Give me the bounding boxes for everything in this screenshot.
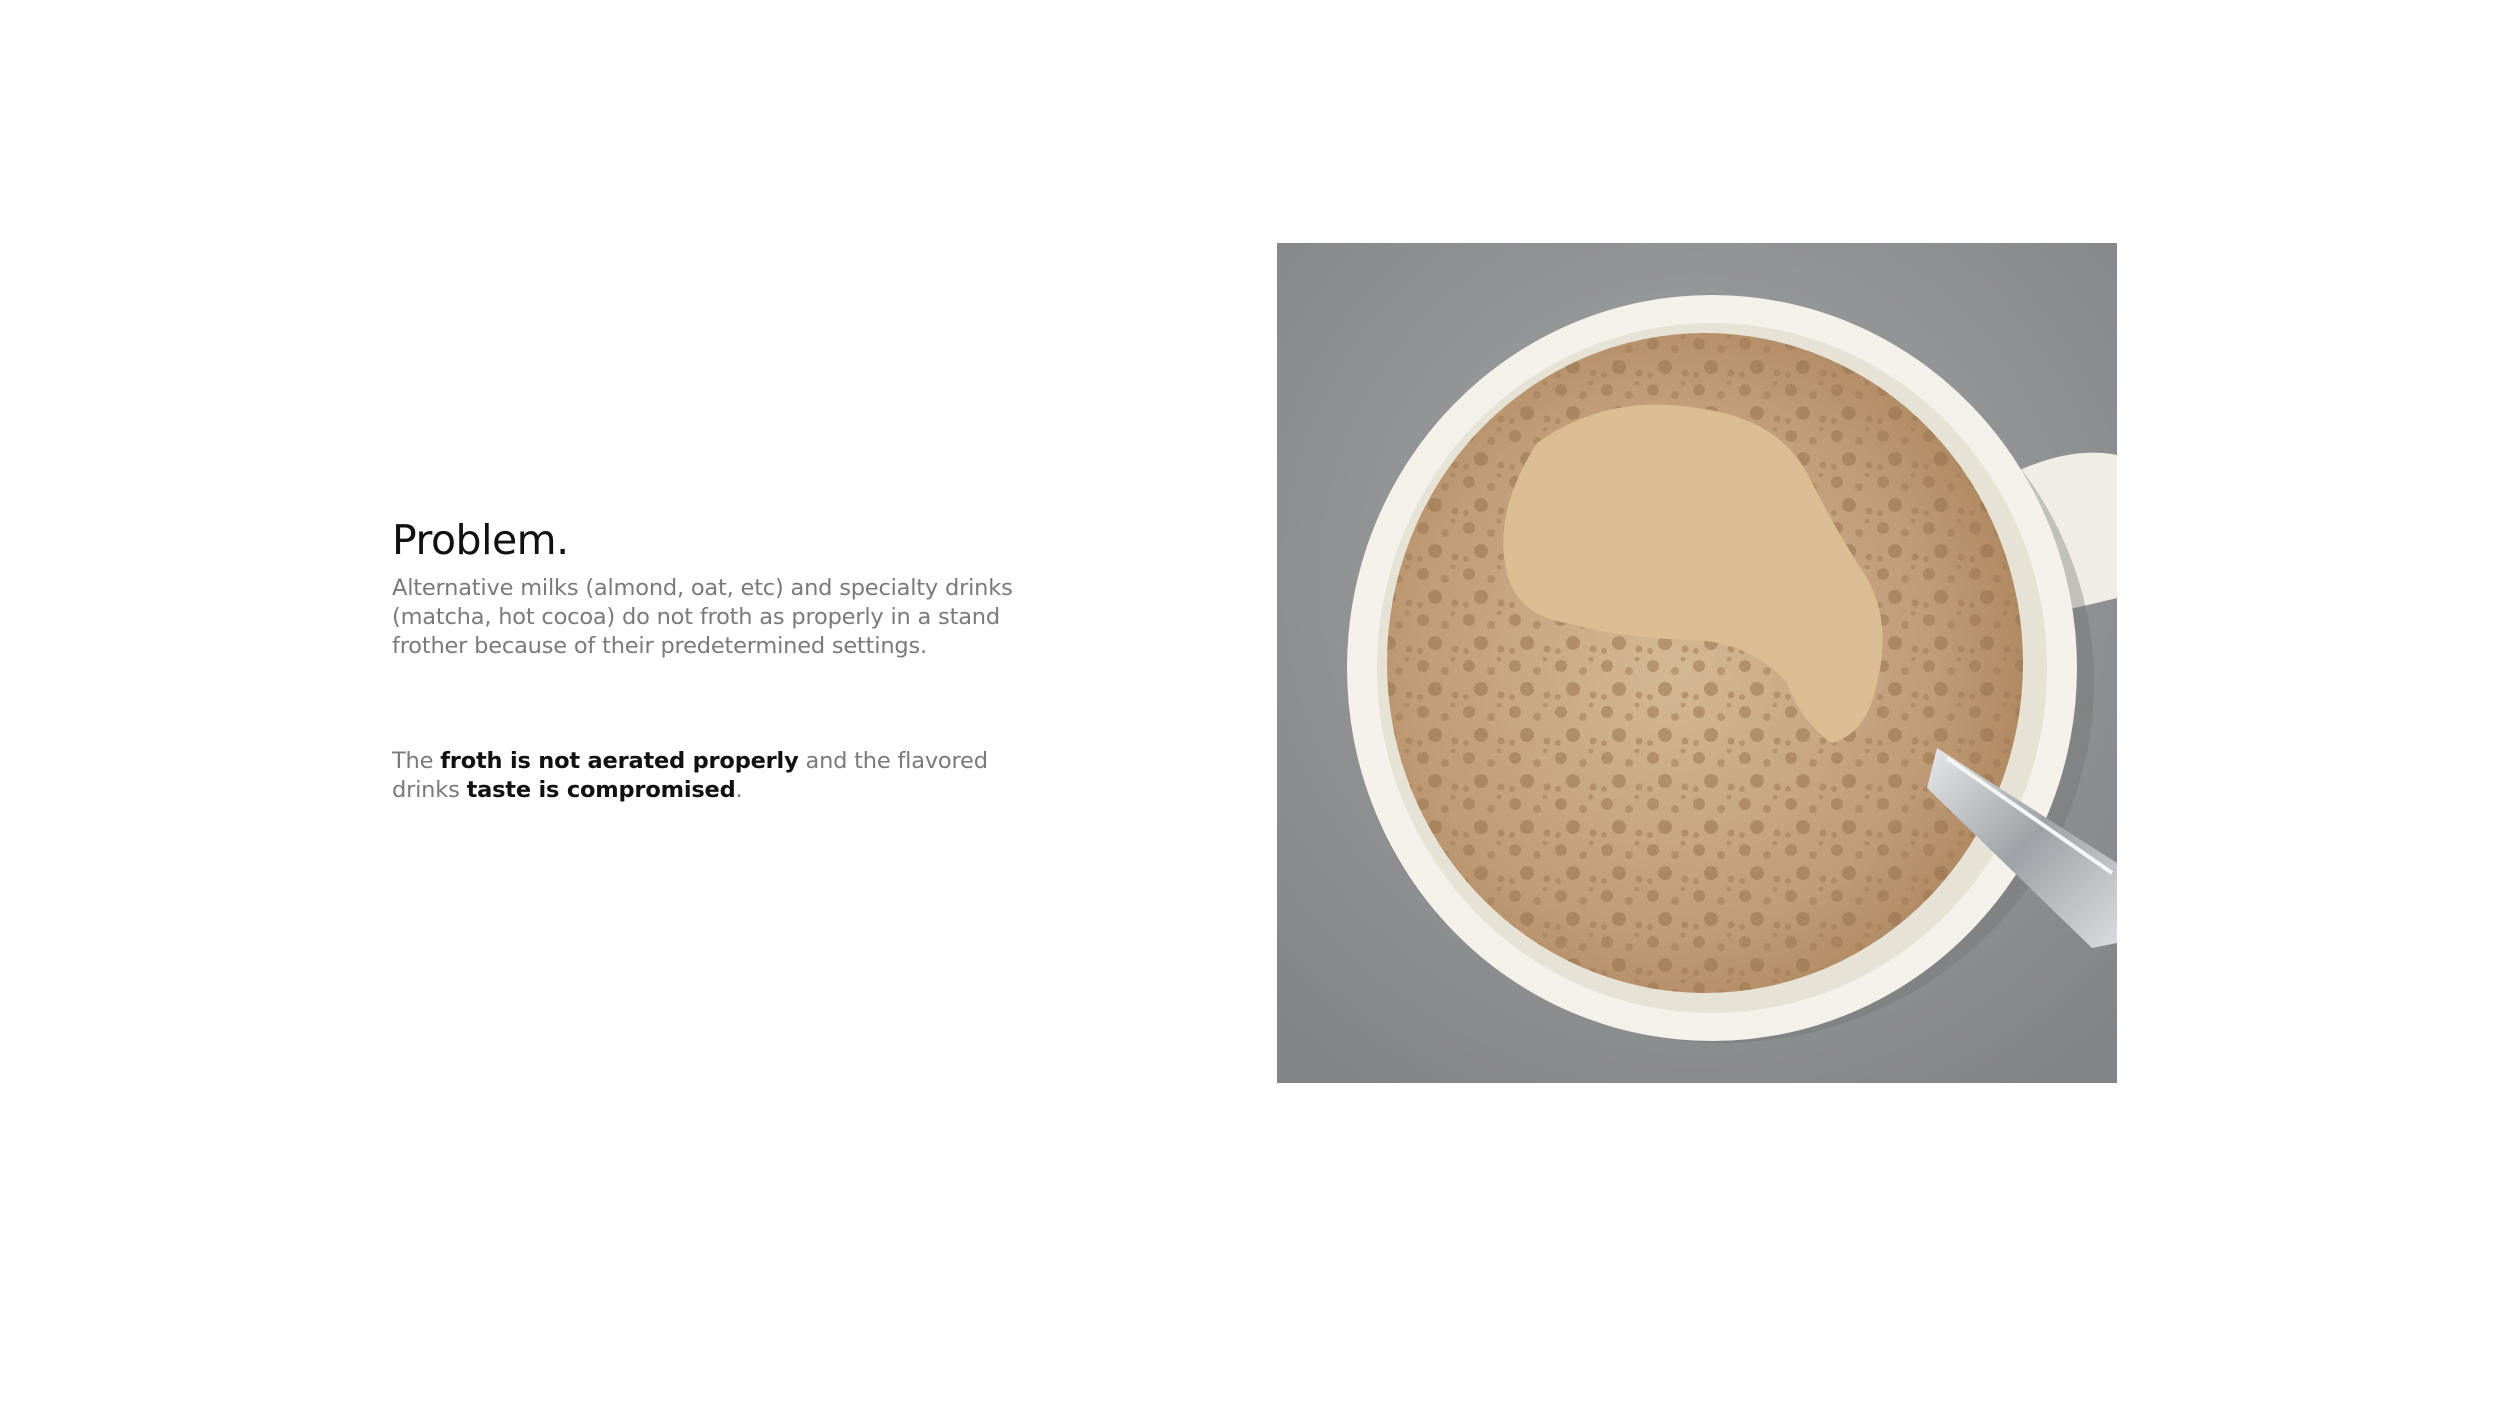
- problem-summary: [392, 747, 1052, 805]
- text-column: [392, 512, 1052, 805]
- coffee-cup-illustration: [1277, 243, 2117, 1083]
- problem-description: Alternative milks (almond, oat, etc) and specialty drinks (matcha, hot cocoa) do not froth as properly in a stand frother because of their predetermined settings.: [392, 575, 1013, 659]
- coffee-cup-photo: [1277, 243, 2117, 1083]
- summary-text-3: .: [735, 777, 743, 803]
- summary-bold-1: froth is not aerated properly: [440, 748, 799, 774]
- slide-title: Problem.: [392, 516, 569, 564]
- summary-text-2: and the flavored drinks: [392, 748, 988, 803]
- summary-bold-2: taste is compromised: [466, 777, 736, 803]
- summary-text-1: The: [392, 748, 441, 774]
